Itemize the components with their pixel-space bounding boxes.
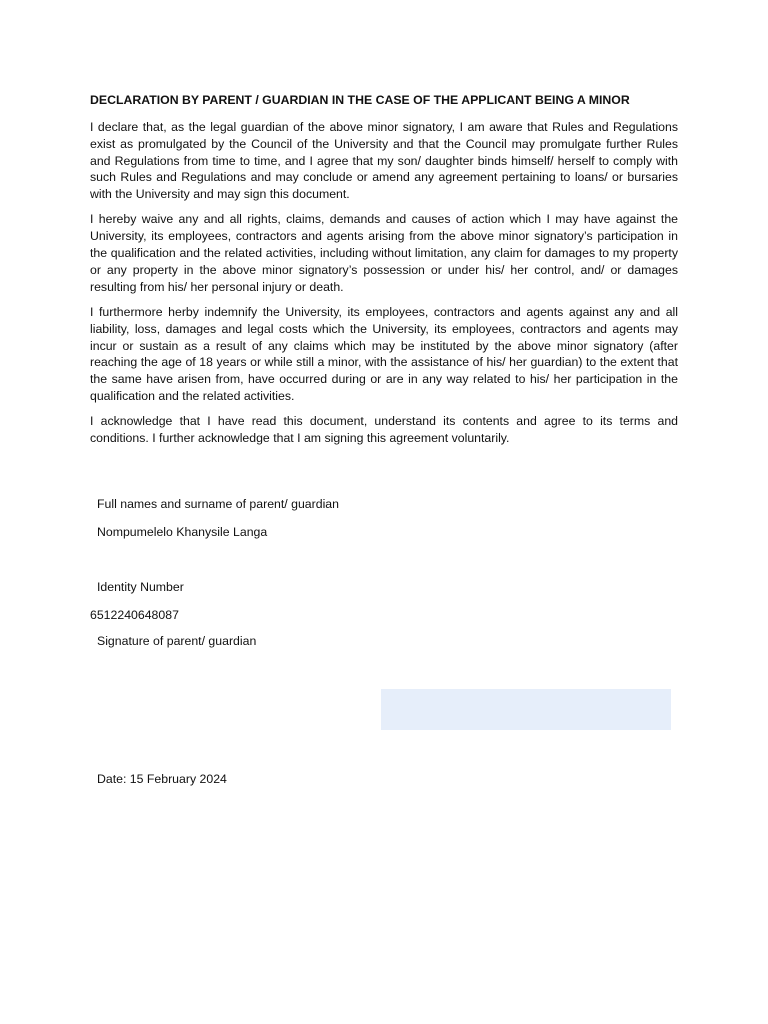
declaration-paragraph-2: I hereby waive any and all rights, claims, demands and causes of action which I may have against the University, its employees, contractors and agents arising from the above minor signatory’s participation in the qualification and the related activities, including without limitation, any claim for damages to my property or any property in the above minor signatory’s possession or under his/ her control, and/ or damages resulting from his/ her personal injury or death. — [90, 212, 678, 294]
identity-number-value[interactable]: 6512240648087 — [90, 608, 179, 622]
declaration-paragraph-3: I furthermore herby indemnify the University, its employees, contractors and agents against any and all liability, loss, damages and legal costs which the University, its employees, contractors and agents may incur or sustain as a result of any claims which may be instituted by the above minor signatory (after reaching the age of 18 years or while still a minor, with the assistance of his/ her guardian) to the extent that the same have arisen from, have occurred during or are in any way related to his/ her participation in the qualification and the related activities. — [90, 304, 678, 403]
declaration-heading: DECLARATION BY PARENT / GUARDIAN IN THE CASE OF THE APPLICANT BEING A MINOR — [90, 93, 630, 107]
declaration-paragraph-4: I acknowledge that I have read this document, understand its contents and agree to its terms and conditions. I further acknowledge that I am signing this agreement voluntarily. — [90, 414, 678, 446]
guardian-name-label: Full names and surname of parent/ guardian — [97, 497, 339, 511]
signature-field[interactable] — [381, 689, 671, 730]
signature-label: Signature of parent/ guardian — [97, 634, 257, 648]
identity-number-label: Identity Number — [97, 580, 184, 594]
declaration-paragraph-1: I declare that, as the legal guardian of the above minor signatory, I am aware that Rules and Regulations exist as promulgated by the Council of the University and that the Council may promulgate further Rules and Regulations from time to time, and I agree that my son/ daughter binds himself/ herself to comply with such Rules and Regulations and may conclude or amend any agreement pertaining to loans/ or bursaries with the University and may sign this document. — [90, 120, 678, 202]
guardian-name-value[interactable]: Nompumelelo Khanysile Langa — [97, 525, 268, 539]
declaration-body — [90, 92, 678, 455]
date-field[interactable]: Date: 15 February 2024 — [97, 772, 227, 786]
